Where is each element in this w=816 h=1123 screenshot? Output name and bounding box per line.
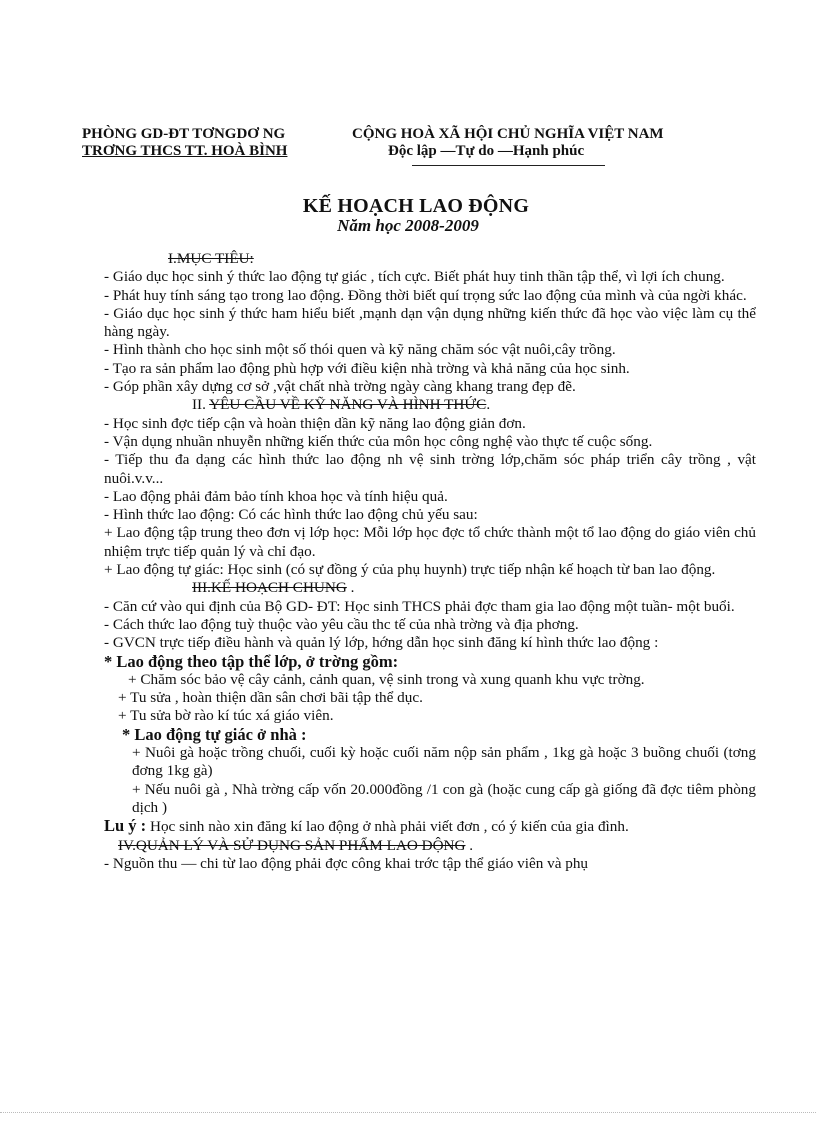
national-motto: CỘNG HOÀ XÃ HỘI CHỦ NGHĨA VIỆT NAM (352, 126, 664, 142)
section4-dot: . (465, 836, 474, 854)
note-text: Học sinh nào xin đăng kí lao động ở nhà phải viết đơn , có ý kiến của gia đình. (146, 818, 629, 836)
section3-item: - Căn cứ vào qui định của Bộ GD- ĐT: Học sinh THCS phải đợc tham gia lao động một tuần- một buổi. (104, 597, 735, 615)
note-line (104, 817, 756, 836)
section3-item: - Cách thức lao động tuỳ thuộc vào yêu cầu thc tế của nhà trờng và địa phơng. (104, 615, 579, 633)
section2-heading (104, 396, 756, 414)
group1-item: + Chăm sóc bảo vệ cây cảnh, cảnh quan, vệ sinh trong và xung quanh khu vực trờng. (128, 670, 645, 688)
national-slogan: Độc lập —Tự do —Hạnh phúc (388, 143, 585, 159)
document-body (104, 250, 756, 873)
section2-item: - Học sinh đợc tiếp cận và hoàn thiện dần kỹ năng lao động giản đơn. (104, 414, 526, 432)
section2-title: YÊU CẦU VỀ KỸ NĂNG VÀ HÌNH THỨC (209, 396, 487, 414)
section2-item: - Hình thức lao động: Có các hình thức lao động chủ yếu sau: (104, 506, 478, 524)
section2-item: + Lao động tập trung theo đơn vị lớp học: Mỗi lớp học đợc tổ chức thành một tổ lao động do giáo viên chủ nhiệm trực tiếp quản lý và chỉ đạo. (104, 524, 756, 560)
section3-heading (104, 579, 756, 597)
national-header (352, 126, 664, 160)
section4-heading (104, 837, 756, 855)
group2-heading: * Lao động tự giác ở nhà : (122, 724, 307, 744)
group1-item: + Tu sửa , hoàn thiện dần sân chơi bãi tập thể dục. (118, 689, 423, 707)
header-underline (412, 165, 605, 166)
section1-item: - Tạo ra sản phẩm lao động phù hợp với điều kiện nhà trờng và khả năng của học sinh. (104, 359, 630, 377)
section2-item: - Vận dụng nhuần nhuyễn những kiến thức của môn học công nghệ vào thực tế cuộc sống. (104, 432, 653, 450)
section4-title: IV.QUẢN LÝ VÀ SỬ DỤNG SẢN PHẨM LAO ĐỘNG (118, 836, 466, 854)
section3-item: - GVCN trực tiếp điều hành và quản lý lớp, hớng dẫn học sinh đăng kí hình thức lao động : (104, 634, 659, 652)
section1-item: - Hình thành cho học sinh một số thói quen và kỹ năng chăm sóc vật nuôi,cây trồng. (104, 341, 616, 359)
section2-number: II. (192, 396, 210, 414)
section2-item: - Lao động phải đảm bảo tính khoa học và tính hiệu quả. (104, 487, 448, 505)
group2-item: + Nếu nuôi gà , Nhà trờng cấp vốn 20.000đồng /1 con gà (hoặc cung cấp gà giống đã đợc tiêm phòng dịch ) (132, 780, 756, 816)
group2-item: + Nuôi gà hoặc trồng chuối, cuối kỳ hoặc cuối năm nộp sản phẩm , 1kg gà hoặc 3 buồng chuối (tơng đơng 1kg gà) (132, 744, 756, 780)
section1-item: - Giáo dục học sinh ý thức ham hiểu biết ,mạnh dạn vận dụng những kiến thức đã học vào việc làm cụ thể hàng ngày. (104, 304, 756, 341)
section1-item: - Giáo dục học sinh ý thức lao động tự giác , tích cực. Biết phát huy tinh thần tập thể, vì lợi ích chung. (104, 268, 725, 286)
section4-item: - Nguồn thu — chi từ lao động phải đợc công khai trớc tập thể giáo viên và phụ (104, 854, 589, 872)
school-name: TRƠNG THCS TT. HOÀ BÌNH (82, 143, 288, 159)
department-name: PHÒNG GD-ĐT TƠNGDƠ NG (82, 126, 286, 142)
document-subtitle: Năm học 2008-2009 (337, 216, 479, 235)
section2-item: - Tiếp thu đa dạng các hình thức lao động nh vệ sinh trờng lớp,chăm sóc pháp triển cây trồng , vật nuôi.v.v... (104, 451, 756, 487)
group1-item: + Tu sửa bờ rào kí túc xá giáo viên. (118, 707, 334, 725)
section1-item: - Phát huy tính sáng tạo trong lao động. Đồng thời biết quí trọng sức lao động của mình và của ngời khác. (104, 286, 747, 304)
group1-heading: * Lao động theo tập thể lớp, ở trờng gồm: (104, 651, 399, 671)
section3-title: III.KẾ HOẠCH CHUNG (192, 579, 347, 597)
section1-item: - Góp phần xây dựng cơ sở ,vật chất nhà trờng ngày càng khang trang đẹp đẽ. (104, 378, 576, 396)
page-bottom-border (0, 1112, 816, 1113)
section3-dot: . (346, 579, 355, 597)
section2-item: + Lao động tự giác: Học sinh (có sự đồng ý của phụ huynh) trực tiếp nhận kế hoạch từ ban lao động. (104, 561, 716, 579)
school-header (82, 126, 287, 160)
section2-dot: . (486, 396, 491, 414)
note-label: Lu ý : (104, 816, 147, 836)
document-title: KẾ HOẠCH LAO ĐỘNG (302, 195, 530, 217)
section1-heading: I.MỤC TIÊU: (168, 250, 254, 267)
